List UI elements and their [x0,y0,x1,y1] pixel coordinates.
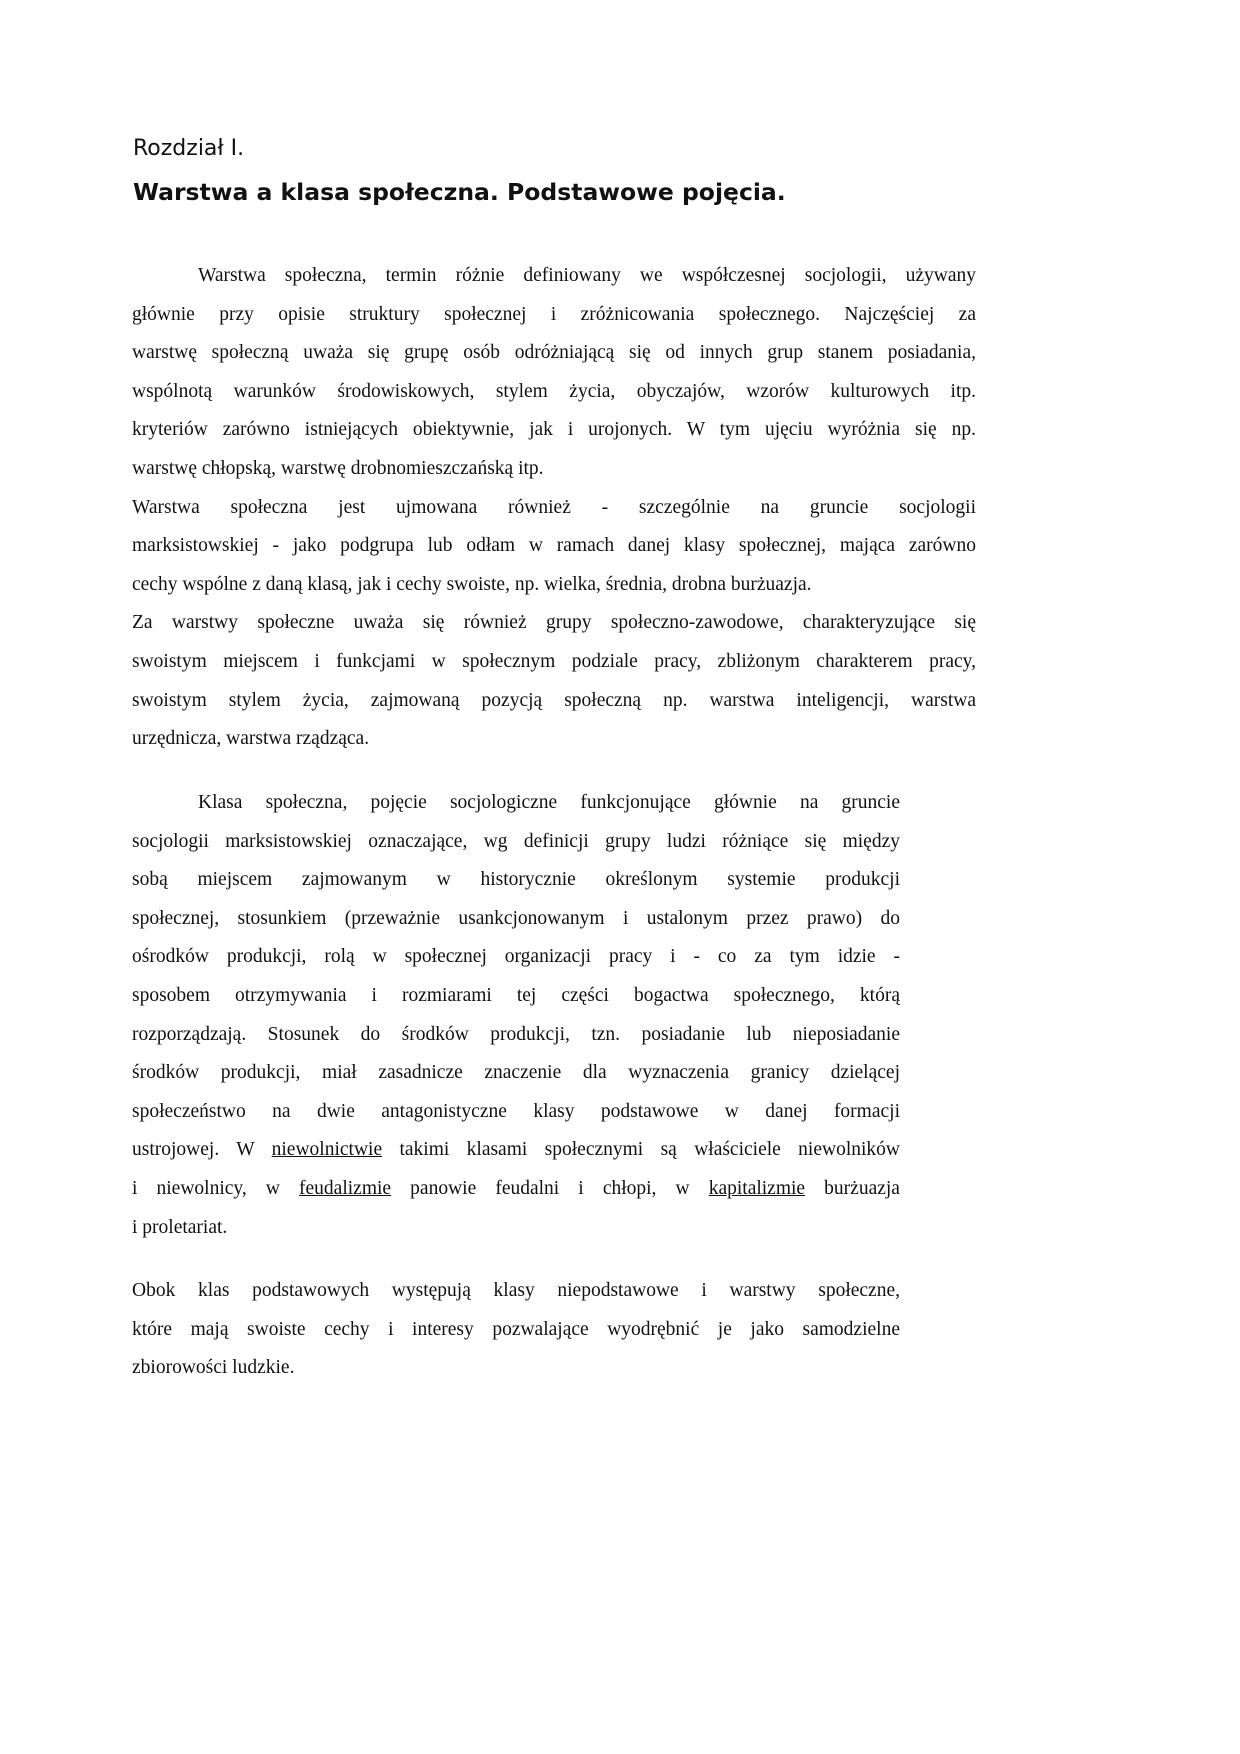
text-line: wspólnotą warunków środowiskowych, stylem życia, obyczajów, wzorów kulturowych itp. [132,380,976,402]
text-line: swoistym miejscem i funkcjami w społecznym podziale pracy, zbliżonym charakterem pracy, [132,650,976,672]
page-title: Warstwa a klasa społeczna. Podstawowe pojęcia. [133,178,786,206]
text-segment: panowie feudalni i chłopi, w [391,1177,709,1199]
text-line: Za warstwy społeczne uważa się również grupy społeczno-zawodowe, charakteryzujące się [132,612,976,634]
link-kapitalizmie[interactable]: kapitalizmie [708,1177,806,1199]
text-line: sposobem otrzymywania i rozmiarami tej części bogactwa społecznego, którą [132,984,900,1006]
paragraph-warstwa-spoleczna [132,257,976,759]
text-line: sobą miejscem zajmowanym w historycznie określonym systemie produkcji [132,869,900,891]
text-line: kryteriów zarówno istniejących obiektywnie, jak i urojonych. W tym ujęciu wyróżnia się np. [132,419,976,441]
text-segment: i niewolnicy, w [132,1177,300,1199]
text-line [132,1131,900,1170]
link-niewolnictwie[interactable]: niewolnictwie [271,1139,383,1161]
text-segment: takimi klasami społecznymi są właściciele niewolników [382,1139,900,1161]
text-line: Klasa społeczna, pojęcie socjologiczne funkcjonujące głównie na gruncie [198,792,900,813]
text-segment: burżuazja [805,1177,900,1199]
text-line: Warstwa społeczna, termin różnie definiowany we współczesnej socjologii, używany [198,265,976,286]
text-line [132,1170,900,1209]
text-line: cechy wspólne z daną klasą, jak i cechy swoiste, np. wielka, średnia, drobna burżuazja. [132,573,812,595]
text-line: zbiorowości ludzkie. [132,1357,295,1379]
text-segment: ustrojowej. W [132,1139,272,1161]
text-line: i proletariat. [132,1216,228,1238]
text-line: rozporządzają. Stosunek do środków produkcji, tzn. posiadanie lub nieposiadanie [132,1023,900,1045]
text-line: swoistym stylem życia, zajmowaną pozycją społeczną np. warstwa inteligencji, warstwa [132,689,976,711]
text-line: socjologii marksistowskiej oznaczające, wg definicji grupy ludzi różniące się między [132,830,900,852]
text-line: warstwę społeczną uważa się grupę osób odróżniającą się od innych grup stanem posiadania, [132,342,976,364]
text-line: Warstwa społeczna jest ujmowana również - szczególnie na gruncie socjologii [132,496,976,518]
chapter-heading: Rozdział I. [133,136,245,161]
link-feudalizmie[interactable]: feudalizmie [299,1177,392,1199]
text-line: ośrodków produkcji, rolą w społecznej organizacji pracy i - co za tym idzie - [132,946,900,968]
text-line: środków produkcji, miał zasadnicze znaczenie dla wyznaczenia granicy dzielącej [132,1062,900,1084]
text-line: głównie przy opisie struktury społecznej i zróżnicowania społecznego. Najczęściej za [132,303,976,325]
text-line: warstwę chłopską, warstwę drobnomieszczańską itp. [132,457,544,479]
text-line: społecznej, stosunkiem (przeważnie usankcjonowanym i ustalonym przez prawo) do [132,907,900,929]
paragraph-klasa-spoleczna [132,784,900,1247]
text-line: które mają swoiste cechy i interesy pozwalające wyodrębnić je jako samodzielne [132,1318,900,1340]
text-line: społeczeństwo na dwie antagonistyczne klasy podstawowe w danej formacji [132,1100,900,1122]
text-line: marksistowskiej - jako podgrupa lub odłam w ramach danej klasy społecznej, mająca zarówno [132,535,976,557]
paragraph-klasy-niepodstawowe [132,1272,900,1388]
text-line: Obok klas podstawowych występują klasy niepodstawowe i warstwy społeczne, [132,1280,900,1301]
text-line: urzędnicza, warstwa rządząca. [132,728,370,750]
